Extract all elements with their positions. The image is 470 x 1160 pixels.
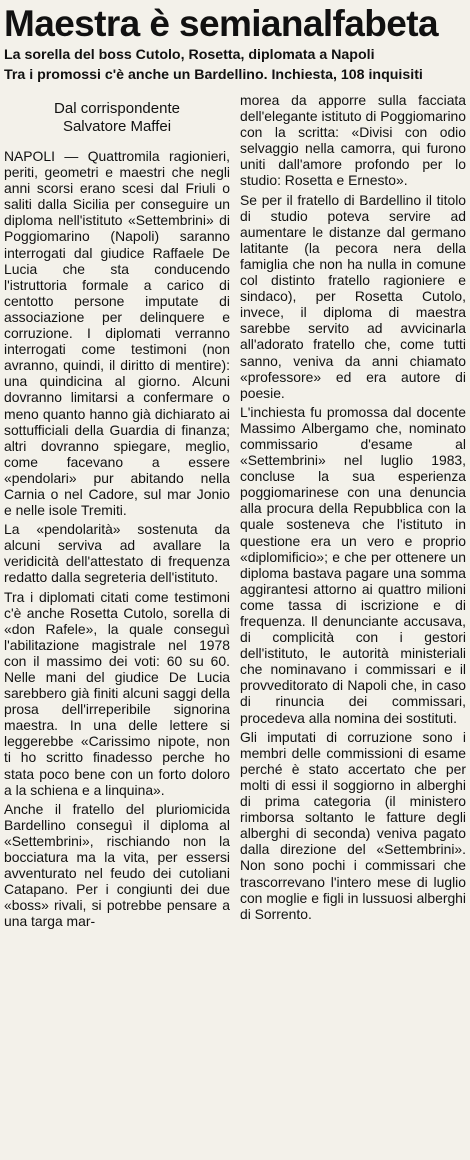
paragraph: Gli imputati di corruzione sono i membri delle commissioni di esame perché è stato accertato che per molti di essi il soggiorno in alberghi di prima categoria (il ministero rimborsa soltanto le fatture degli alberghi di seconda) veniva pagato dalla direzione del «Settembrini». Non sono pochi i commissari che trascorrevano l'intero mese di luglio con moglie e figli in lussuosi alberghi di Sorrento. [240,728,466,922]
paragraph: Se per il fratello di Bardellino il titolo di studio poteva servire ad aumentare le distanze dal germano latitante (la pecora nera della famiglia che non ha nulla in comune col distinto fratello ragioniere e sindaco), per Rosetta Cutolo, invece, il diploma di maestra sarebbe servito ad avvicinarla all'adorato fratello che, come tutti sanno, veniva da anni chiamato «professore» ed era autore di poesie. [240,191,466,401]
newspaper-clipping [0,4,470,1160]
column-left [4,92,230,1154]
headline: Maestra è semianalfabeta [4,3,438,44]
paragraph: morea da apporre sulla facciata dell'elegante istituto di Poggiomarino con la scritta: «Divisi con odio selvaggio nella camorra, qui furono uniti dall'amore profondo per lo studio: Rosetta e Ernesto». [240,92,466,189]
paragraph: L'inchiesta fu promossa dal docente Massimo Albergamo che, nominato commissario d'esame al «Settembrini» nel luglio 1983, concluse la sua esperienza poggiomarinese con una denuncia alla procura della Repubblica con la quale sosteneva che l'istituto in questione era un vero e proprio «diplomificio»; e che per ottenere un diploma bastava pagare una somma aggirantesi attorno ai quattro milioni come tassa di iscrizione e di frequenza. Il denunciante accusava, di complicità con i gestori dell'istituto, le autorità ministeriali che nominavano i commissari e il provveditorato di Napoli che, in caso di rinuncia dei commissari, procedeva alla nomina dei sostituti. [240,403,466,726]
byline [4,100,230,136]
paragraph: La «pendolarità» sostenuta da alcuni serviva ad avallare la veridicità dell'attestato di frequenza redatto dalla segreteria dell'istituto. [4,521,230,586]
article-body [4,92,466,1154]
paragraph: Tra i diplomati citati come testimoni c'è anche Rosetta Cutolo, sorella di «don Rafele», la quale conseguì l'abilitazione magistrale nel 1978 con il massimo dei voti: 60 su 60. Nelle mani del giudice De Lucia sarebbero già finiti alcuni saggi della prosa dell'irreperibile signorina maestra. In una delle lettere si leggerebbe «Carissimo nipote, non ti ho scritto finadesso perche ho stata poco bene con un forto doloro a la schiena e a linquina». [4,588,230,798]
paragraph: NAPOLI — Quattromila ragionieri, periti, geometri e maestri che negli anni scorsi erano scesi dal Friuli o saliti dalla Sicilia per conseguire un diploma nell'istituto «Settembrini» di Poggiomarino (Napoli) saranno interrogati dal giudice Raffaele De Lucia che sta conducendo l'istruttoria formale a carico di centotto persone imputate di associazione per delinquere e corruzione. I diplomati verranno interrogati come testimoni (non avranno, quindi, il diritto di mentire): una quindicina al giorno. Alcuni dovranno limitarsi a confermare o meno quanto hanno già dichiarato ai sottufficiali della Guardia di finanza; altri dovranno spiegare, meglio, come facevano a essere «pendolari» pur abitando nella Carnia o nel Cadore, sul mar Jonio e nelle isole Tremiti. [4,148,230,519]
byline-author: Salvatore Maffei [62,118,172,135]
subheading-1: La sorella del boss Cutolo, Rosetta, diplomata a Napoli [4,47,375,63]
paragraph: Anche il fratello del pluriomicida Bardellino conseguì il diploma al «Settembrini», rischiando non la bocciatura ma la vita, per essersi avventurato nel feudo dei cutoliani Catapano. Per i congiunti dei due «boss» rivali, si potrebbe pensare a una targa mar- [4,800,230,930]
byline-role: Dal corrispondente [54,100,180,117]
column-right [240,92,466,1154]
subheading-2: Tra i promossi c'è anche un Bardellino. Inchiesta, 108 inquisiti [4,67,423,83]
